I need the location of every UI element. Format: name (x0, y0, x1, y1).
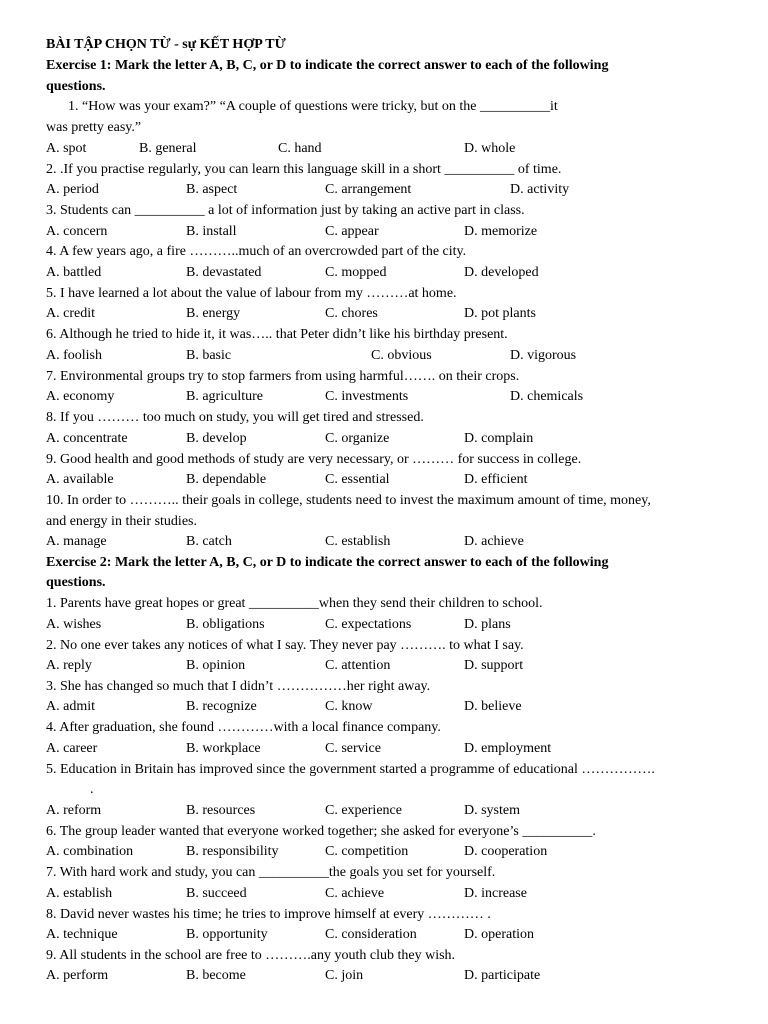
ex2-q5-option-b[interactable]: B. resources (186, 803, 256, 818)
ex1-q4-option-d[interactable]: D. developed (464, 265, 539, 280)
ex2-q4-option-c[interactable]: C. service (325, 741, 381, 756)
ex2-q2-option-d[interactable]: D. support (464, 658, 524, 673)
ex2-q9-text: 9. All students in the school are free to ……….any youth club they wish. (46, 948, 456, 963)
ex2-q8-option-b[interactable]: B. opportunity (186, 927, 268, 942)
ex1-q10-option-d[interactable]: D. achieve (464, 534, 524, 549)
ex1-q2-option-b[interactable]: B. aspect (186, 182, 238, 197)
ex1-q6-text: 6. Although he tried to hide it, it was….. that Peter didn’t like his birthday present. (46, 327, 508, 342)
ex1-q10-option-a[interactable]: A. manage (46, 534, 107, 549)
ex1-q9-option-c[interactable]: C. essential (325, 472, 390, 487)
ex1-q4-option-b[interactable]: B. devastated (186, 265, 262, 280)
exercise-1-heading: Exercise 1: Mark the letter A, B, C, or D to indicate the correct answer to each of the following (46, 58, 609, 73)
ex2-q3-text: 3. She has changed so much that I didn’t ……………her right away. (46, 679, 431, 694)
ex1-q1-option-d[interactable]: D. whole (464, 141, 516, 156)
ex1-q2-option-c[interactable]: C. arrangement (325, 182, 412, 197)
ex2-q3-option-a[interactable]: A. admit (46, 699, 95, 714)
ex2-q9-option-b[interactable]: B. become (186, 968, 246, 983)
ex2-q1-option-d[interactable]: D. plans (464, 617, 511, 632)
ex2-q7-text: 7. With hard work and study, you can __________the goals you set for yourself. (46, 865, 496, 880)
ex1-q3-option-a[interactable]: A. concern (46, 224, 108, 239)
ex1-q7-option-b[interactable]: B. agriculture (186, 389, 263, 404)
ex1-q1-option-c[interactable]: C. hand (278, 141, 322, 156)
ex2-q3-option-d[interactable]: D. believe (464, 699, 522, 714)
ex2-q4-option-d[interactable]: D. employment (464, 741, 552, 756)
ex1-q6-option-b[interactable]: B. basic (186, 348, 232, 363)
ex1-q10-option-c[interactable]: C. establish (325, 534, 391, 549)
ex1-q2-option-d[interactable]: D. activity (510, 182, 570, 197)
ex1-q7-option-a[interactable]: A. economy (46, 389, 115, 404)
ex1-q3-option-b[interactable]: B. install (186, 224, 237, 239)
ex1-q5-option-b[interactable]: B. energy (186, 306, 241, 321)
ex2-q1-option-b[interactable]: B. obligations (186, 617, 265, 632)
ex2-q7-option-b[interactable]: B. succeed (186, 886, 247, 901)
ex2-q4-option-b[interactable]: B. workplace (186, 741, 261, 756)
ex2-q5-option-a[interactable]: A. reform (46, 803, 102, 818)
ex1-q10-option-b[interactable]: B. catch (186, 534, 232, 549)
ex2-q9-option-a[interactable]: A. perform (46, 968, 109, 983)
ex2-q2-option-c[interactable]: C. attention (325, 658, 391, 673)
ex1-q6-option-d[interactable]: D. vigorous (510, 348, 577, 363)
exercise-2-heading: Exercise 2: Mark the letter A, B, C, or D to indicate the correct answer to each of the following (46, 555, 609, 570)
ex1-q10-text: 10. In order to ……….. their goals in college, students need to invest the maximum amount of time, money, (46, 493, 651, 508)
ex1-q4-option-c[interactable]: C. mopped (325, 265, 387, 280)
ex2-q7-option-c[interactable]: C. achieve (325, 886, 385, 901)
ex2-q5-option-c[interactable]: C. experience (325, 803, 402, 818)
ex1-q3-option-d[interactable]: D. memorize (464, 224, 538, 239)
ex2-q6-option-c[interactable]: C. competition (325, 844, 409, 859)
ex1-q1-option-a[interactable]: A. spot (46, 141, 87, 156)
ex2-q1-option-a[interactable]: A. wishes (46, 617, 102, 632)
ex2-q8-option-c[interactable]: C. consideration (325, 927, 417, 942)
exercise-1-heading-cont: questions. (46, 79, 106, 94)
ex1-q9-text: 9. Good health and good methods of study are very necessary, or ……… for success in college. (46, 452, 582, 467)
ex2-q5-text: 5. Education in Britain has improved since the government started a programme of educational ……………. (46, 762, 655, 777)
ex2-q8-text: 8. David never wastes his time; he tries to improve himself at every ………… . (46, 907, 491, 922)
exercise-2-heading-cont: questions. (46, 575, 106, 590)
ex2-q9-option-d[interactable]: D. participate (464, 968, 541, 983)
ex1-q8-option-b[interactable]: B. develop (186, 431, 247, 446)
ex1-q8-option-a[interactable]: A. concentrate (46, 431, 128, 446)
ex1-q9-option-b[interactable]: B. dependable (186, 472, 267, 487)
ex1-q6-option-a[interactable]: A. foolish (46, 348, 102, 363)
ex2-q3-option-b[interactable]: B. recognize (186, 699, 257, 714)
ex1-q2-option-a[interactable]: A. period (46, 182, 99, 197)
ex1-q5-text: 5. I have learned a lot about the value of labour from my ………at home. (46, 286, 457, 301)
ex2-q8-option-d[interactable]: D. operation (464, 927, 534, 942)
ex1-q1-text: 1. “How was your exam?” “A couple of questions were tricky, but on the __________it (68, 99, 558, 114)
ex2-q6-option-d[interactable]: D. cooperation (464, 844, 548, 859)
ex2-q7-option-a[interactable]: A. establish (46, 886, 113, 901)
ex1-q5-option-c[interactable]: C. chores (325, 306, 378, 321)
ex1-q1-text-cont: was pretty easy.” (46, 120, 142, 135)
ex1-q8-option-d[interactable]: D. complain (464, 431, 534, 446)
ex1-q5-option-d[interactable]: D. pot plants (464, 306, 536, 321)
ex1-q7-option-c[interactable]: C. investments (325, 389, 409, 404)
ex2-q7-option-d[interactable]: D. increase (464, 886, 527, 901)
ex2-q2-text: 2. No one ever takes any notices of what I say. They never pay ………. to what I say. (46, 638, 524, 653)
ex2-q5-text-cont: . (90, 782, 94, 797)
ex2-q2-option-a[interactable]: A. reply (46, 658, 92, 673)
ex1-q10-text-cont: and energy in their studies. (46, 514, 197, 529)
ex1-q3-text: 3. Students can __________ a lot of information just by taking an active part in class. (46, 203, 525, 218)
ex1-q4-option-a[interactable]: A. battled (46, 265, 102, 280)
ex1-q1-option-b[interactable]: B. general (139, 141, 197, 156)
ex2-q6-text: 6. The group leader wanted that everyone worked together; she asked for everyone’s __________. (46, 824, 596, 839)
ex1-q3-option-c[interactable]: C. appear (325, 224, 379, 239)
ex1-q4-text: 4. A few years ago, a fire ………..much of an overcrowded part of the city. (46, 244, 467, 259)
ex1-q8-option-c[interactable]: C. organize (325, 431, 390, 446)
ex2-q4-option-a[interactable]: A. career (46, 741, 98, 756)
ex2-q8-option-a[interactable]: A. technique (46, 927, 118, 942)
ex1-q9-option-d[interactable]: D. efficient (464, 472, 528, 487)
ex2-q2-option-b[interactable]: B. opinion (186, 658, 246, 673)
ex2-q6-option-a[interactable]: A. combination (46, 844, 134, 859)
ex2-q4-text: 4. After graduation, she found …………with a local finance company. (46, 720, 441, 735)
ex2-q6-option-b[interactable]: B. responsibility (186, 844, 279, 859)
ex1-q2-text: 2. .If you practise regularly, you can learn this language skill in a short __________ of time. (46, 162, 562, 177)
ex1-q7-option-d[interactable]: D. chemicals (510, 389, 584, 404)
ex1-q5-option-a[interactable]: A. credit (46, 306, 95, 321)
ex1-q7-text: 7. Environmental groups try to stop farmers from using harmful……. on their crops. (46, 369, 520, 384)
ex2-q5-option-d[interactable]: D. system (464, 803, 520, 818)
ex1-q8-text: 8. If you ……… too much on study, you will get tired and stressed. (46, 410, 424, 425)
ex2-q1-option-c[interactable]: C. expectations (325, 617, 412, 632)
ex2-q1-text: 1. Parents have great hopes or great __________when they send their children to school. (46, 596, 543, 611)
ex2-q9-option-c[interactable]: C. join (325, 968, 364, 983)
page-title: BÀI TẬP CHỌN TỪ - sự KẾT HỢP TỪ (46, 37, 286, 52)
ex1-q9-option-a[interactable]: A. available (46, 472, 114, 487)
ex1-q6-option-c[interactable]: C. obvious (371, 348, 432, 363)
ex2-q3-option-c[interactable]: C. know (325, 699, 373, 714)
